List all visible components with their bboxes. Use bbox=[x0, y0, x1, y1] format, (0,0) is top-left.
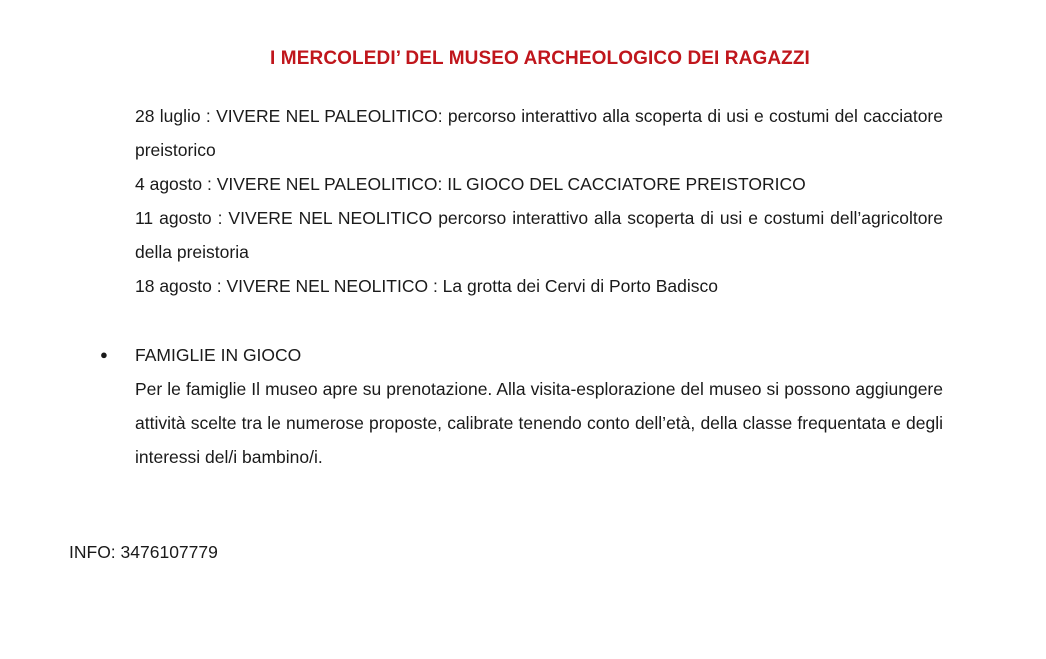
schedule-entry-11-agosto: 11 agosto : VIVERE NEL NEOLITICO percorso interattivo alla scoperta di usi e costumi dell’agricoltore della preistoria bbox=[135, 208, 943, 262]
schedule-entry-18-agosto: 18 agosto : VIVERE NEL NEOLITICO : La grotta dei Cervi di Porto Badisco bbox=[135, 276, 718, 296]
bullet-body bbox=[135, 338, 943, 474]
schedule-list bbox=[135, 99, 943, 303]
bullet-heading: FAMIGLIE IN GIOCO bbox=[135, 345, 302, 365]
famiglie-in-gioco-section bbox=[100, 338, 943, 474]
info-contact: INFO: 3476107779 bbox=[69, 542, 218, 562]
schedule-entry-4-agosto: 4 agosto : VIVERE NEL PALEOLITICO: IL GIOCO DEL CACCIATORE PREISTORICO bbox=[135, 174, 806, 194]
bullet-item bbox=[100, 338, 943, 474]
document-title: I MERCOLEDI’ DEL MUSEO ARCHEOLOGICO DEI RAGAZZI bbox=[270, 48, 810, 69]
schedule-entry-28-luglio: 28 luglio : VIVERE NEL PALEOLITICO: percorso interattivo alla scoperta di usi e costumi del cacciatore preistorico bbox=[135, 106, 943, 160]
bullet-paragraph: Per le famiglie Il museo apre su prenotazione. Alla visita-esplorazione del museo si possono aggiungere attività scelte tra le numerose proposte, calibrate tenendo conto dell’età, della classe frequentata e degli interessi del/i bambino/i. bbox=[135, 379, 943, 467]
bullet-icon: ● bbox=[100, 347, 108, 362]
